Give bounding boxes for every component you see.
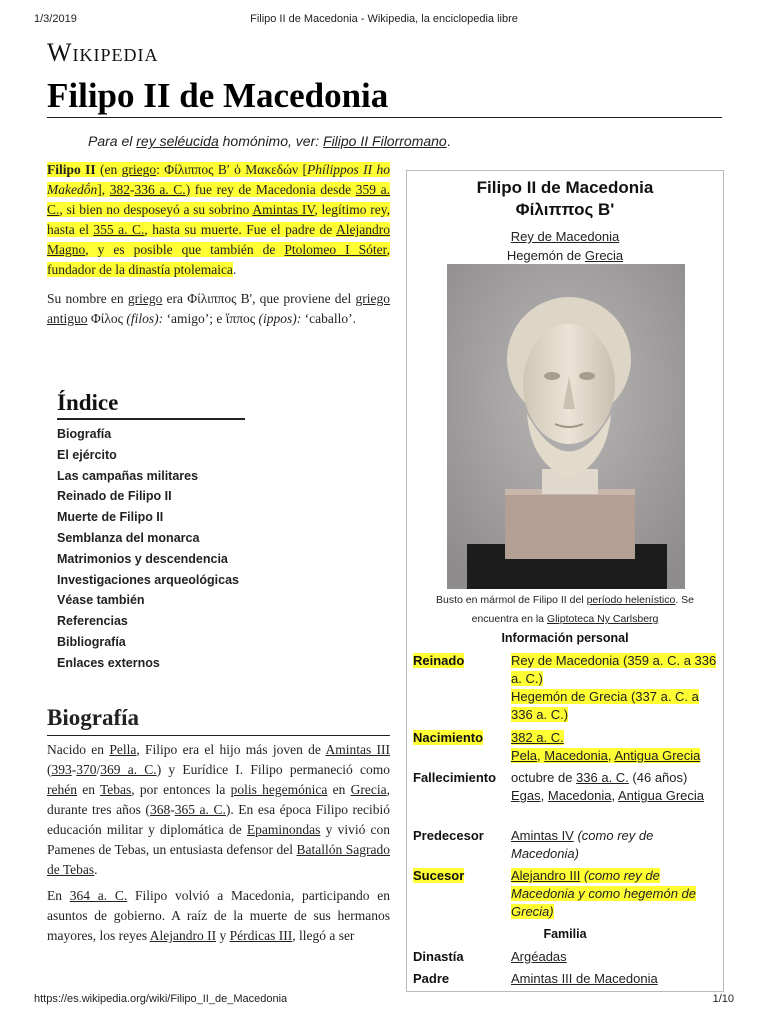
toc-title: Índice [57,390,119,415]
link-336[interactable]: 336 a. C. [134,182,186,197]
link-macedonia[interactable]: Macedonia [544,748,608,763]
bust-image[interactable] [447,264,685,589]
biografia-paragraph-2: En 364 a. C. Filipo volvió a Macedonia, participando en asuntos de gobierno. A raíz de la muerte de sus hermanos mayores, los reyes Alejandro II y Pérdicas III, llegó a ser [47,888,390,943]
link-periodo-helenistico[interactable]: período helenístico [586,594,676,606]
toc-divider [57,418,245,420]
value-reinado-rey[interactable]: Rey de Macedonia (359 a. C. a 336 a. C.) [511,653,717,686]
link-364[interactable]: 364 a. C. [69,888,128,903]
toc-item-muerte[interactable]: Muerte de Filipo II [57,510,164,525]
link-predecesor[interactable]: Amintas IV [511,828,574,843]
infobox-subtitle-rey[interactable]: Rey de Macedonia [510,229,620,244]
link-382[interactable]: 382 [109,182,130,197]
label-sucesor: Sucesor [413,868,465,883]
link-padre[interactable]: Amintas III de Macedonia [511,971,658,986]
hatnote: Para el rey seléucida homónimo, ver: Filipo II Filorromano. [88,133,451,149]
link-rehen[interactable]: rehén [47,782,77,797]
lead-paragraph: Filipo II (en griego: Φίλιππος Β′ ὁ Μακεδών [Phílippos II ho Makedṓn], 382-336 a. C.) fue rey de Macedonia desde 359 a. C., si bien no desposeyó a su sobrino Amintas IV, legítimo rey, hasta el 355 a. C., hasta su muerte. Fue el padre de Alejandro Magno, y es posible que también de Ptolomeo I Sóter, fundador de la dinastía ptolemaica. [47,162,391,277]
etymology-paragraph: Su nombre en griego era Φίλιππος Β', que proviene del griego antiguo Φίλος (filos): ‘amigo’; e ἵππος (ippos): ‘caballo’. [47,291,390,326]
link-polis[interactable]: polis hegemónica [230,782,328,797]
infobox-title-greek: Φίλιππος Β' [515,200,615,219]
link-epaminondas[interactable]: Epaminondas [246,822,321,837]
link-alejandro-ii[interactable]: Alejandro II [149,928,217,943]
print-url: https://es.wikipedia.org/wiki/Filipo_II_de_Macedonia [34,993,288,1005]
link-368[interactable]: 368 [149,802,171,817]
section-informacion-personal: Información personal [501,631,629,645]
link-macedonia-2[interactable]: Macedonia [547,788,612,803]
link-griego[interactable]: griego [121,162,157,177]
link-ptolomeo[interactable]: Ptolomeo I Sóter [284,242,387,257]
infobox: Filipo II de Macedonia Φίλιππος Β' Rey de Macedonia Hegemón de Grecia Busto en mármol de Filipo II del período helenístico. Se encuentra en la Gliptoteca Ny Carlsberg Información personal Reinado Rey de Macedonia (359 a. C. a 336 a. C.) Hegemón de Grecia (337 a. C. a 336 a. C.) Nacimiento 382 a. C. Pela, Macedonia, Antigua Grecia Fallecimiento octubre de 336 a. C. (46 años) Egas, Macedonia, Antigua Grecia Predecesor Amintas IV (como rey de Macedonia) Sucesor Alejandro III (como rey de Macedonia y como hegemón de Grecia) Familia Dinastía Argéadas Padre Amintas III de Macedonia [406,170,724,992]
toc-item-bibliografia[interactable]: Bibliografía [57,634,126,649]
link-griego-2[interactable]: griego [127,291,163,306]
section-divider [47,735,390,736]
link-batallon-sagrado[interactable]: Batallón Sagrado de Tebas [47,842,390,877]
link-amintas-iv[interactable]: Amintas IV [252,202,315,217]
link-370[interactable]: 370 [76,762,97,777]
link-sucesor[interactable]: Alejandro III [511,868,581,883]
label-reinado: Reinado [413,653,465,668]
link-gliptoteca[interactable]: Gliptoteca Ny Carlsberg [546,613,659,625]
link-393[interactable]: 393 [51,762,72,777]
biografia-paragraph-1: Nacido en Pella, Filipo era el hijo más joven de Amintas III (393-370/369 a. C.) y Eurídice I. Filipo permaneció como rehén en Tebas, por entonces la polis hegemónica en Grecia, durante tres años (368-365 a. C.). En esa época Filipo recibió educación militar y diplomática de Epaminondas y vivió con Pamenes de Tebas, un entusiasta defensor del Batallón Sagrado de Tebas. [47,742,391,877]
toc-item-reinado[interactable]: Reinado de Filipo II [57,489,172,504]
toc-item-biografia[interactable]: Biografía [57,427,112,441]
print-date: 1/3/2019 [34,13,77,25]
table-of-contents [57,424,239,674]
link-pela[interactable]: Pela [511,748,538,763]
toc-item-ejercito[interactable]: El ejército [57,447,117,462]
label-nacimiento: Nacimiento [413,730,484,745]
link-argeadas[interactable]: Argéadas [511,949,567,964]
label-dinastia: Dinastía [413,949,464,964]
link-egas[interactable]: Egas [511,788,541,803]
toc-item-referencias[interactable]: Referencias [57,614,128,629]
print-header [34,13,734,27]
toc-item-semblanza[interactable]: Semblanza del monarca [57,530,200,545]
link-antigua-grecia-2[interactable]: Antigua Grecia [618,788,704,803]
link-amintas-iii[interactable]: Amintas III [325,742,390,757]
link-369[interactable]: 369 a. C. [100,762,157,777]
label-fallecimiento: Fallecimiento [413,770,497,785]
toc-item-enlaces[interactable]: Enlaces externos [57,655,160,670]
link-359[interactable]: 359 a. C. [47,182,390,217]
hatnote-link-filorromano[interactable]: Filipo II Filorromano [323,133,447,149]
link-pella[interactable]: Pella [109,742,137,757]
link-alejandro-magno[interactable]: Alejandro Magno [47,222,391,257]
image-caption: Busto en mármol de Filipo II del período helenístico. Se encuentra en la Gliptoteca Ny Carlsberg [436,594,694,625]
link-355[interactable]: 355 a. C. [93,222,145,237]
infobox-title: Filipo II de Macedonia [476,178,654,197]
hatnote-link-seleucida[interactable]: rey seléucida [136,133,219,149]
infobox-subtitle-grecia[interactable]: Grecia [584,248,624,263]
link-perdicas-iii[interactable]: Pérdicas III [229,928,293,943]
toc-item-campanas[interactable]: Las campañas militares [57,468,199,483]
toc-item-matrimonios[interactable]: Matrimonios y descendencia [57,551,228,566]
link-griego-antiguo[interactable]: griego antiguo [47,291,390,326]
label-predecesor: Predecesor [413,828,484,843]
page-title: Filipo II de Macedonia [47,76,389,115]
print-page-number: 1/10 [712,993,734,1005]
wikipedia-logo[interactable]: Wikipedia [47,38,159,67]
title-divider [47,117,722,118]
link-antigua-grecia[interactable]: Antigua Grecia [614,748,701,763]
link-grecia[interactable]: Grecia [350,782,387,797]
section-familia: Familia [543,927,587,941]
value-nacimiento-year[interactable]: 382 a. C. [511,730,564,745]
link-336-fallecimiento[interactable]: 336 a. C. [576,770,629,785]
toc-item-investigaciones[interactable]: Investigaciones arqueológicas [57,572,240,587]
link-tebas[interactable]: Tebas [100,782,132,797]
link-365[interactable]: 365 a. C. [174,802,226,817]
label-padre: Padre [413,971,450,986]
value-reinado-hegemon[interactable]: Hegemón de Grecia (337 a. C. a 336 a. C.) [511,689,699,722]
section-heading-biografia: Biografía [47,705,139,730]
print-footer [34,993,734,1007]
print-page-title: Filipo II de Macedonia - Wikipedia, la enciclopedia libre [250,13,518,25]
toc-item-vease[interactable]: Véase también [57,593,145,608]
